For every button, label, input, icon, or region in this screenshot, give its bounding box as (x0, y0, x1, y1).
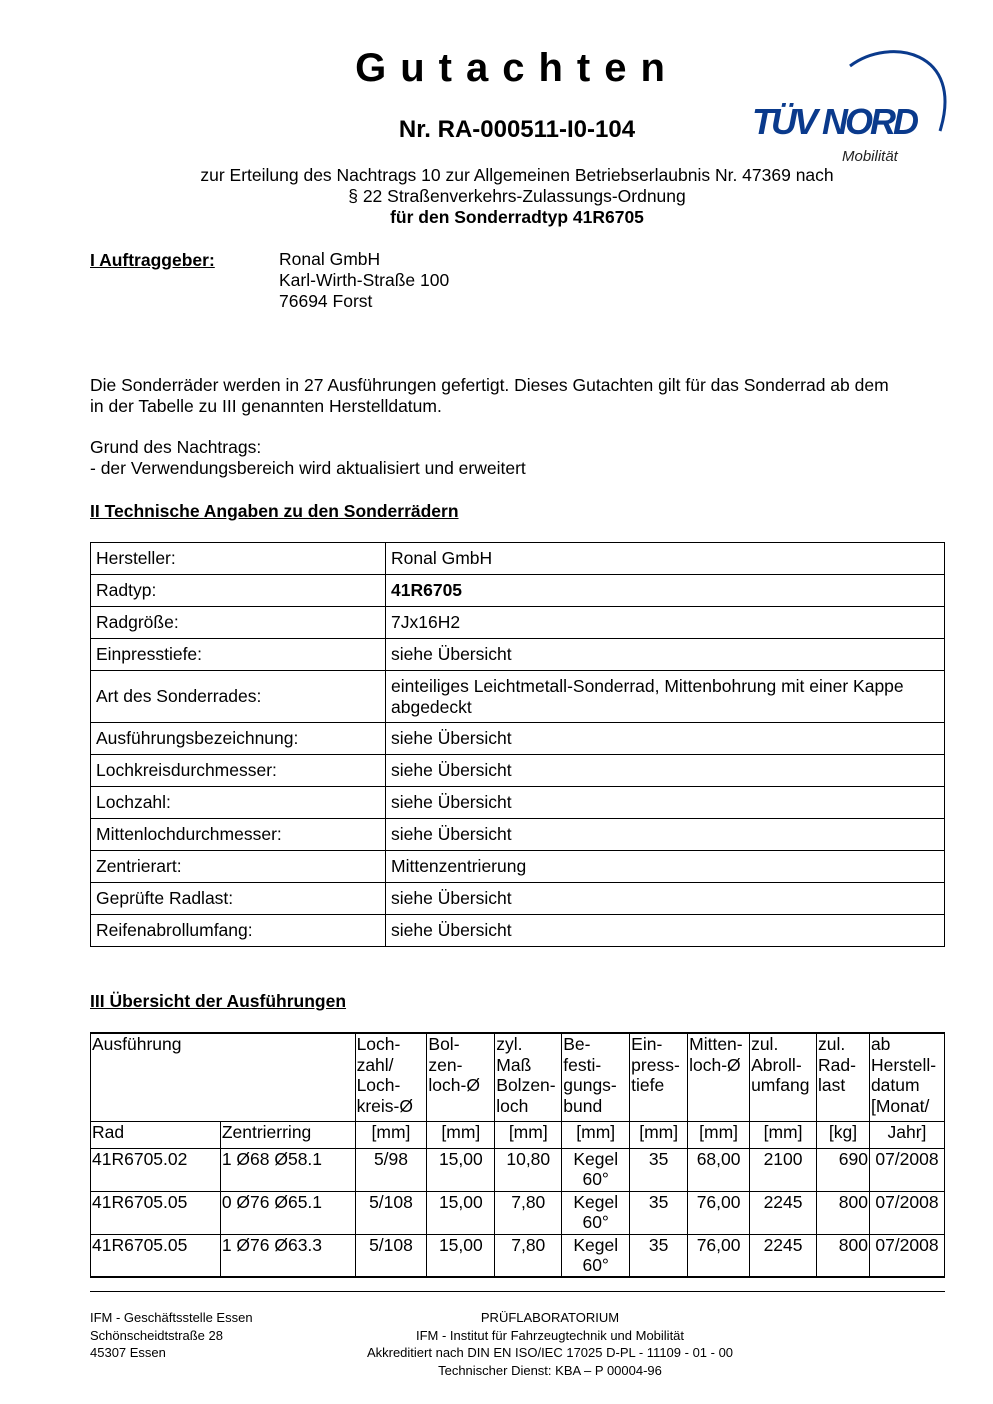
table-cell: 1 Ø68 Ø58.1 (220, 1148, 355, 1191)
table-row (91, 723, 945, 755)
table-cell: Ausführungsbezeichnung: (91, 723, 386, 755)
table-cell: 15,00 (427, 1148, 495, 1191)
table-cell: Lochzahl: (91, 787, 386, 819)
table-cell: Ausführung (91, 1033, 356, 1121)
intro-line: in der Tabelle zu III genannten Herstelldatum. (90, 396, 442, 416)
table-cell: Loch- zahl/ Loch- kreis-Ø (355, 1033, 427, 1121)
table-cell: 7Jx16H2 (386, 607, 945, 639)
table-cell: 0 Ø76 Ø65.1 (220, 1191, 355, 1234)
footer-divider (90, 1291, 945, 1292)
table-cell: Mittenlochdurchmesser: (91, 819, 386, 851)
table-cell: siehe Übersicht (386, 787, 945, 819)
table-cell: zyl. Maß Bolzen- loch (495, 1033, 562, 1121)
table-cell: 7,80 (495, 1191, 562, 1234)
footer-line: Akkreditiert nach DIN EN ISO/IEC 17025 D-PL - 11109 - 01 - 00 (366, 1345, 734, 1360)
table-cell: 690 (817, 1148, 870, 1191)
table-cell: 68,00 (688, 1148, 750, 1191)
table-cell: 800 (817, 1191, 870, 1234)
table-cell: Einpresstiefe: (91, 639, 386, 671)
variants-table (90, 1032, 945, 1278)
table-cell: Hersteller: (91, 543, 386, 575)
table-cell: 76,00 (688, 1191, 750, 1234)
table-cell: Ronal GmbH (386, 543, 945, 575)
table-cell: 07/2008 (869, 1234, 944, 1277)
table-row (91, 671, 945, 723)
table-row (91, 883, 945, 915)
client-address (279, 249, 449, 312)
technical-data-table (90, 542, 945, 947)
subtitle-line: § 22 Straßenverkehrs-Zulassungs-Ordnung (348, 186, 686, 206)
table-cell: 5/108 (355, 1234, 427, 1277)
table-cell: [mm] (630, 1121, 688, 1148)
table-row (91, 607, 945, 639)
intro-text (90, 375, 889, 417)
table-cell: 10,80 (495, 1148, 562, 1191)
table-cell: 1 Ø76 Ø63.3 (220, 1234, 355, 1277)
table-row (91, 575, 945, 607)
reason-text (90, 437, 526, 479)
table-cell: [mm] (688, 1121, 750, 1148)
footer-line: Technischer Dienst: KBA – P 00004-96 (438, 1362, 662, 1378)
table-cell: 41R6705.02 (91, 1148, 221, 1191)
reason-line: Grund des Nachtrags: (90, 437, 262, 457)
table-cell: 41R6705.05 (91, 1191, 221, 1234)
table-row (91, 1148, 945, 1191)
table-cell: Lochkreisdurchmesser: (91, 755, 386, 787)
table-cell: [mm] (495, 1121, 562, 1148)
table-cell: Geprüfte Radlast: (91, 883, 386, 915)
client-label: I Auftraggeber: (90, 250, 215, 270)
section3-title: III Übersicht der Ausführungen (90, 991, 347, 1011)
table-cell: 15,00 (427, 1234, 495, 1277)
footer-center (300, 1309, 800, 1379)
table-cell: Zentrierring (220, 1121, 355, 1148)
footer-line: IFM - Geschäftsstelle Essen (90, 1310, 253, 1325)
table-cell: 2245 (750, 1191, 817, 1234)
table-cell: Mittenzentrierung (386, 851, 945, 883)
table-cell: Radtyp: (91, 575, 386, 607)
footer-line: IFM - Institut für Fahrzeugtechnik und Mobilität (415, 1327, 685, 1343)
header-row (91, 1121, 945, 1148)
table-row (91, 1234, 945, 1277)
client-line: Ronal GmbH (279, 249, 381, 269)
table-cell: zul. Rad- last (817, 1033, 870, 1121)
table-cell: Zentrierart: (91, 851, 386, 883)
footer-line: PRÜFLABORATORIUM (480, 1310, 620, 1325)
tuv-nord-logo (750, 46, 950, 166)
table-cell: siehe Übersicht (386, 915, 945, 947)
section2-title: II Technische Angaben zu den Sonderrädern (90, 501, 459, 521)
table-cell: einteiliges Leichtmetall-Sonderrad, Mittenbohrung mit einer Kappe abgedeckt (386, 671, 945, 723)
table-cell: siehe Übersicht (386, 755, 945, 787)
table-cell: siehe Übersicht (386, 819, 945, 851)
table-cell: [kg] (817, 1121, 870, 1148)
table-row (91, 1191, 945, 1234)
svg-text:TÜV NORD: TÜV NORD (752, 101, 917, 142)
subtitle (0, 165, 993, 228)
subtitle-line: für den Sonderradtyp 41R6705 (390, 207, 644, 227)
table-cell: Bol- zen- loch-Ø (427, 1033, 495, 1121)
table-row (91, 639, 945, 671)
table-cell: 07/2008 (869, 1148, 944, 1191)
table-cell: 15,00 (427, 1191, 495, 1234)
intro-line: Die Sonderräder werden in 27 Ausführungen gefertigt. Dieses Gutachten gilt für das Sonderrad ab dem (90, 375, 889, 395)
reason-line: - der Verwendungsbereich wird aktualisiert und erweitert (90, 458, 526, 478)
footer-line: Schönscheidtstraße 28 (90, 1327, 223, 1343)
table-cell: siehe Übersicht (386, 723, 945, 755)
table-cell: siehe Übersicht (386, 883, 945, 915)
footer-left (90, 1309, 253, 1362)
table-row (91, 543, 945, 575)
table-cell: Kegel 60° (562, 1234, 630, 1277)
table-cell: [mm] (427, 1121, 495, 1148)
table-cell: 35 (630, 1191, 688, 1234)
table-cell: Radgröße: (91, 607, 386, 639)
table-cell: Kegel 60° (562, 1191, 630, 1234)
document-number: Nr. RA-000511-I0-104 (398, 116, 636, 143)
table-cell: Kegel 60° (562, 1148, 630, 1191)
table-row (91, 851, 945, 883)
table-cell: 7,80 (495, 1234, 562, 1277)
document-title: Gutachten (355, 46, 679, 90)
table-cell: 41R6705.05 (91, 1234, 221, 1277)
table-cell: 2100 (750, 1148, 817, 1191)
client-line: 76694 Forst (279, 291, 373, 311)
table-cell: [mm] (562, 1121, 630, 1148)
table-cell: Reifenabrollumfang: (91, 915, 386, 947)
table-cell: Ein- press- tiefe (630, 1033, 688, 1121)
table-cell: 07/2008 (869, 1191, 944, 1234)
table-cell: 2245 (750, 1234, 817, 1277)
table-cell: siehe Übersicht (386, 639, 945, 671)
table-cell: Be- festi- gungs- bund (562, 1033, 630, 1121)
table-cell: zul. Abroll- umfang (750, 1033, 817, 1121)
table-cell: 35 (630, 1234, 688, 1277)
table-cell: Rad (91, 1121, 221, 1148)
client-line: Karl-Wirth-Straße 100 (279, 270, 450, 290)
table-row (91, 787, 945, 819)
table-cell: Mitten- loch-Ø (688, 1033, 750, 1121)
header-row (91, 1033, 945, 1121)
table-cell: Art des Sonderrades: (91, 671, 386, 723)
table-row (91, 755, 945, 787)
table-row (91, 819, 945, 851)
subtitle-line: zur Erteilung des Nachtrags 10 zur Allgemeinen Betriebserlaubnis Nr. 47369 nach (200, 165, 834, 185)
table-cell: 5/98 (355, 1148, 427, 1191)
svg-text:Mobilität: Mobilität (842, 148, 898, 165)
table-cell: 800 (817, 1234, 870, 1277)
table-cell: 41R6705 (386, 575, 945, 607)
table-cell: 76,00 (688, 1234, 750, 1277)
table-cell: Jahr] (869, 1121, 944, 1148)
table-cell: 5/108 (355, 1191, 427, 1234)
table-cell: 35 (630, 1148, 688, 1191)
table-cell: [mm] (750, 1121, 817, 1148)
table-cell: ab Herstell- datum [Monat/ (869, 1033, 944, 1121)
table-cell: [mm] (355, 1121, 427, 1148)
table-row (91, 915, 945, 947)
footer-line: 45307 Essen (90, 1345, 166, 1360)
